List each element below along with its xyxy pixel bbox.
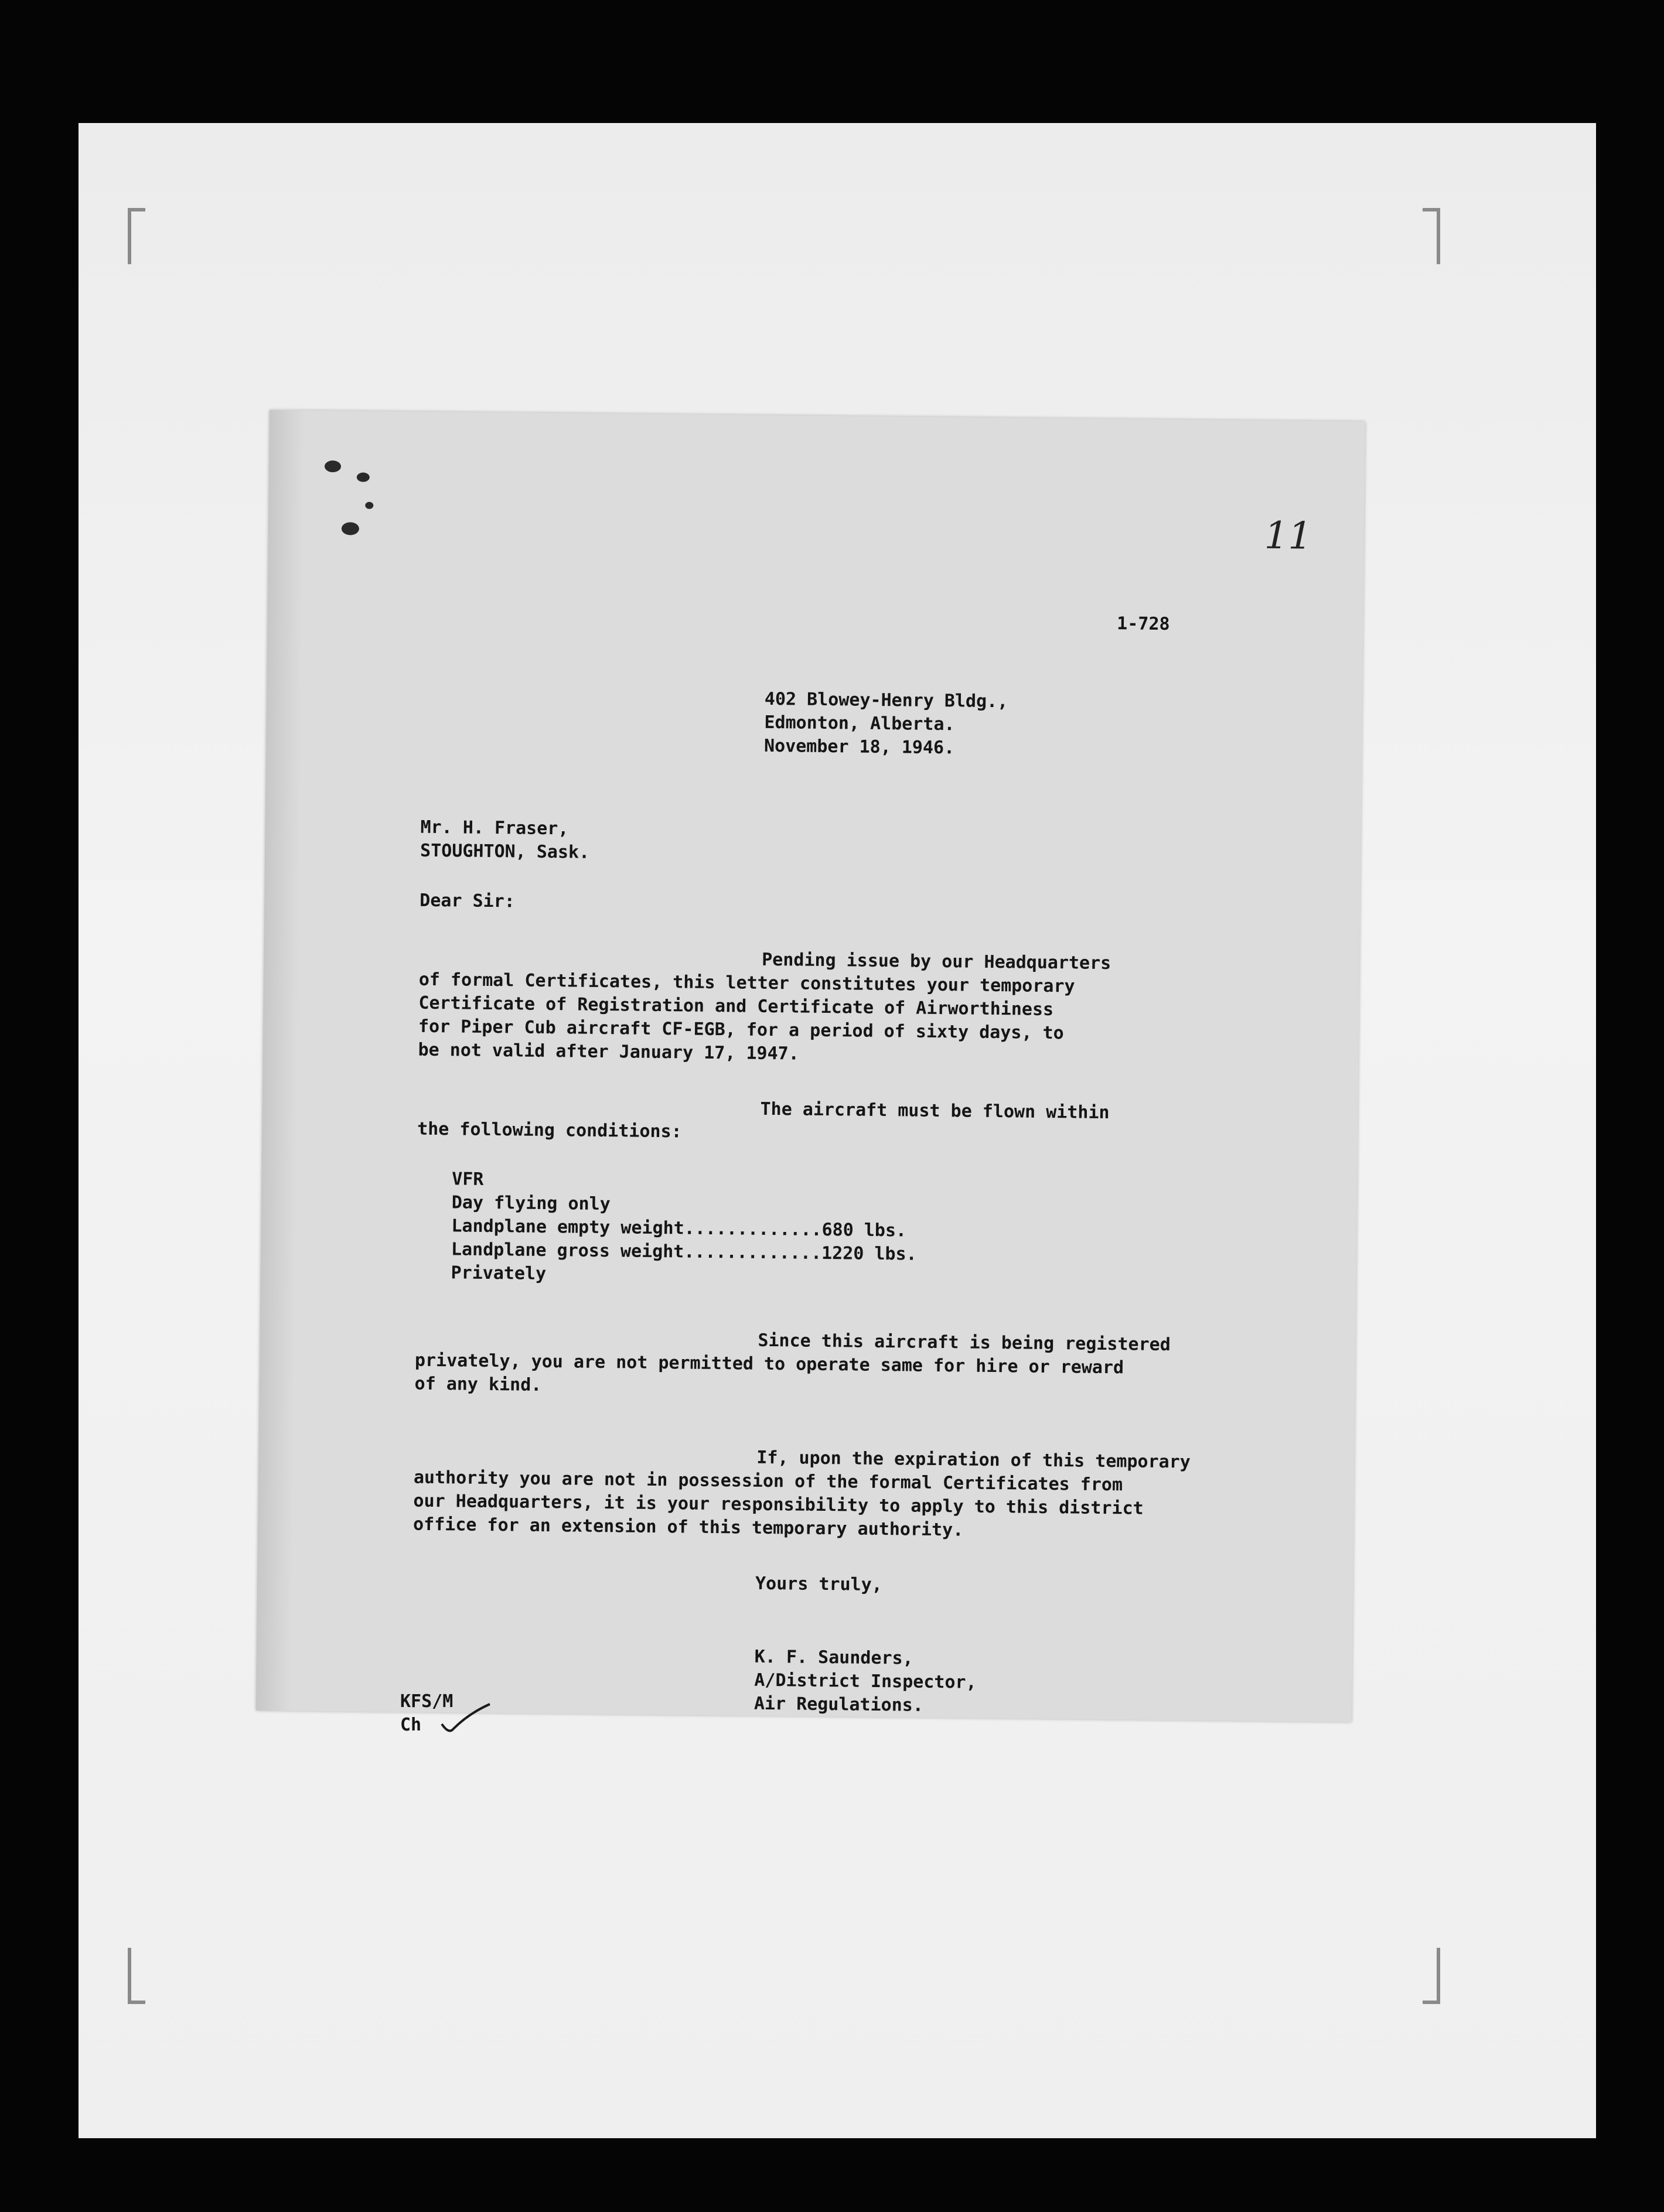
salutation: Dear Sir: [420,890,515,912]
file-reference: 1-728 [1117,613,1170,635]
check-mark-icon [439,1702,492,1737]
text-line: privately, you are not permitted to operate same for hire or reward [414,1350,1124,1378]
text-line: of formal Certificates, this letter constitutes your temporary [418,969,1075,997]
text-line: for Piper Cub aircraft CF-EGB, for a period of sixty days, to [418,1016,1064,1044]
text-line: The aircraft must be flown within [760,1098,1110,1124]
condition-item: Day flying only [451,1192,611,1215]
closing: Yours truly, [755,1573,882,1596]
staple-mark [365,502,373,509]
recipient-line: STOUGHTON, Sask. [420,840,590,863]
typist-initials: KFS/M [400,1691,453,1712]
checker-initials: Ch [400,1715,422,1735]
text-line: our Headquarters, it is your responsibility to apply to this district [413,1490,1144,1519]
handwritten-page-number: 11 [1264,514,1312,558]
text-line: Pending issue by our Headquarters [762,949,1111,974]
crop-mark-top-left [128,208,145,264]
letter-date: November 18, 1946. [763,735,955,759]
text-line: authority you are not in possession of the formal Certificates from [413,1467,1123,1496]
condition-item: VFR [452,1169,484,1190]
crop-mark-top-right [1423,208,1440,264]
text-line: Certificate of Registration and Certificate of Airworthiness [418,992,1054,1020]
condition-item: Landplane empty weight.............680 lbs. [451,1216,907,1241]
text-line: be not valid after January 17, 1947. [418,1039,799,1064]
crop-mark-bottom-right [1423,1948,1440,2004]
text-line: Since this aircraft is being registered [758,1330,1171,1356]
staple-mark [325,460,341,472]
staple-mark [342,522,359,535]
condition-item: Privately [451,1262,547,1285]
text-line: If, upon the expiration of this temporary [756,1447,1191,1473]
address-line: Edmonton, Alberta. [764,712,955,735]
text-line: of any kind. [414,1373,542,1395]
address-line: 402 Blowey-Henry Bldg., [764,688,1008,712]
condition-item: Landplane gross weight.............1220 lbs. [451,1239,917,1265]
signatory-name: K. F. Saunders, [754,1646,913,1669]
text-line: the following conditions: [417,1118,682,1142]
signatory-department: Air Regulations. [753,1693,924,1716]
crop-mark-bottom-left [128,1948,145,2004]
recipient-line: Mr. H. Fraser, [420,817,569,839]
letter-sheet [256,410,1365,1722]
staple-mark [357,473,370,482]
text-line: office for an extension of this temporary authority. [412,1514,964,1541]
signatory-title: A/District Inspector, [754,1670,977,1693]
